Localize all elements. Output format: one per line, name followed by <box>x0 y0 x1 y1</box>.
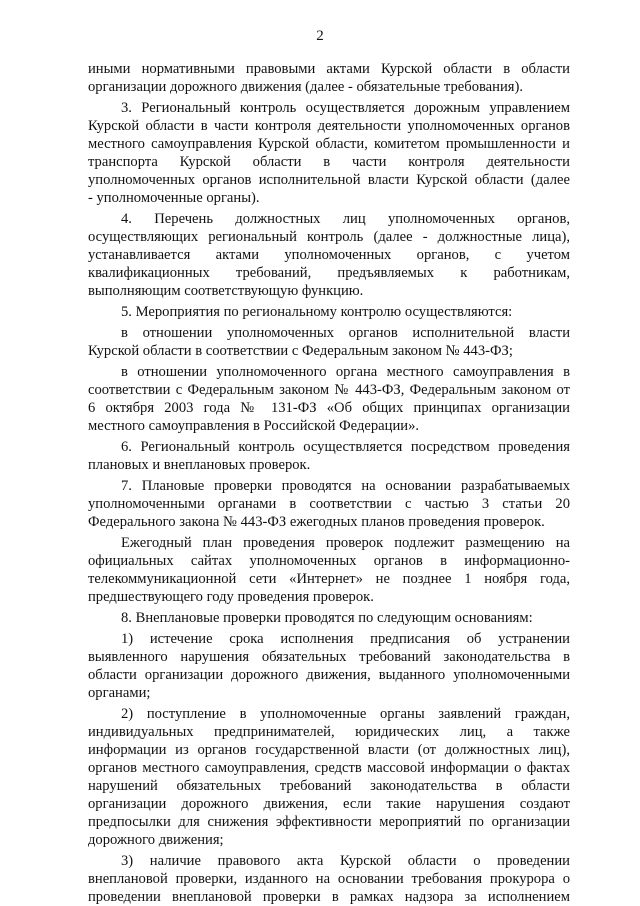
text-line: предпосылки для снижения эффективности мероприятий по организации <box>88 814 570 830</box>
text-line: органами; <box>88 685 151 701</box>
text-line: - уполномоченные органы). <box>88 190 260 206</box>
text-line: 4. Перечень должностных лиц уполномоченных органов, <box>121 211 570 227</box>
text-line: квалификационных требований, предъявляемых к работникам, <box>88 265 570 281</box>
text-line: 8. Внеплановые проверки проводятся по следующим основаниям: <box>121 610 533 626</box>
text-line: выполняющим соответствующую функцию. <box>88 283 364 299</box>
text-line: области организации дорожного движения, выданного уполномоченными <box>88 667 570 683</box>
text-line: осуществляющих региональный контроль (далее - должностные лица), <box>88 229 570 245</box>
text-line: плановых и внеплановых проверок. <box>88 457 311 473</box>
text-line: телекоммуникационной сети «Интернет» не позднее 1 ноября года, <box>88 571 570 587</box>
text-line: Курской области в части контроля деятельности уполномоченных органов <box>88 118 570 134</box>
text-line: 5. Мероприятия по региональному контролю осуществляются: <box>121 304 513 320</box>
text-line: Ежегодный план проведения проверок подлежит размещению на <box>121 535 570 551</box>
text-line: 7. Плановые проверки проводятся на основании разрабатываемых <box>121 478 570 494</box>
text-line: организации дорожного движения (далее - обязательные требования). <box>88 79 524 95</box>
text-line: 1) истечение срока исполнения предписания об устранении <box>121 631 570 647</box>
text-line: транспорта Курской области в части контроля деятельности <box>88 154 570 170</box>
text-line: информации из органов государственной власти (от должностных лиц), <box>88 742 570 758</box>
text-line: выявленного нарушения обязательных требований законодательства в <box>88 649 570 665</box>
text-line: в отношении уполномоченных органов исполнительной власти <box>121 325 570 341</box>
text-line: внеплановой проверки, изданного на основании требования прокурора о <box>88 871 570 887</box>
text-line: местного самоуправления Курской области, комитетом промышленности и <box>88 136 570 152</box>
text-line: 3. Региональный контроль осуществляется дорожным управлением <box>121 100 570 116</box>
text-line: иными нормативными правовыми актами Курской области в области <box>88 61 570 77</box>
text-line: 3) наличие правового акта Курской области о проведении <box>121 853 570 869</box>
text-line: предшествующего году проведения проверок. <box>88 589 374 605</box>
text-line: в отношении уполномоченного органа местного самоуправления в <box>121 364 570 380</box>
text-line: уполномоченных органов исполнительной власти Курской области (далее <box>88 172 570 188</box>
text-line: дорожного движения; <box>88 832 224 848</box>
text-line: официальных сайтах уполномоченных органов в информационно- <box>88 553 570 569</box>
text-line: уполномоченными органами в соответствии с частью 3 статьи 20 <box>88 496 570 512</box>
text-line: индивидуальных предпринимателей, юридических лиц, а также <box>88 724 570 740</box>
text-line: устанавливается актами уполномоченных органов, с учетом <box>88 247 570 263</box>
text-line: 2) поступление в уполномоченные органы заявлений граждан, <box>121 706 570 722</box>
page-number: 2 <box>316 28 324 44</box>
text-line: Курской области в соответствии с Федеральным законом № 443-ФЗ; <box>88 343 513 359</box>
text-line: органов местного самоуправления, средств массовой информации о фактах <box>88 760 570 776</box>
text-line: 6 октября 2003 года № 131-ФЗ «Об общих принципах организации <box>88 400 570 416</box>
text-line: 6. Региональный контроль осуществляется посредством проведения <box>121 439 570 455</box>
text-line: местного самоуправления в Российской Федерации». <box>88 418 420 434</box>
text-line: организации дорожного движения, если такие нарушения создают <box>88 796 570 812</box>
text-line: проведении внеплановой проверки в рамках надзора за исполнением <box>88 889 570 905</box>
text-line: нарушений обязательных требований законодательства в области <box>88 778 570 794</box>
text-line: Федерального закона № 443-ФЗ ежегодных планов проведения проверок. <box>88 514 545 530</box>
text-line: соответствии с Федеральным законом № 443-ФЗ, Федеральным законом от <box>88 382 570 398</box>
